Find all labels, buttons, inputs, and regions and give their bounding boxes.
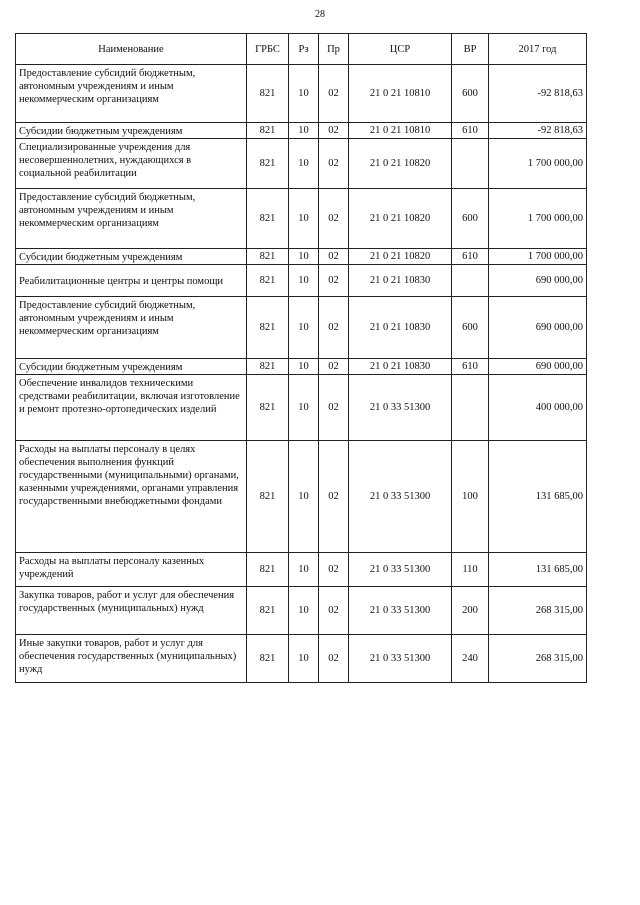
row-csr: 21 0 21 10830: [349, 359, 452, 375]
row-name: Закупка товаров, работ и услуг для обеспечения государственных (муниципальных) нужд: [16, 587, 247, 635]
table-row: [16, 65, 587, 123]
row-csr: 21 0 33 51300: [349, 635, 452, 683]
row-sum: 1 700 000,00: [489, 189, 587, 249]
header-year: 2017 год: [489, 34, 587, 65]
row-rz: 10: [289, 265, 319, 297]
header-name: Наименование: [16, 34, 247, 65]
row-pr: 02: [319, 375, 349, 441]
row-pr: 02: [319, 265, 349, 297]
row-vr: 200: [452, 587, 489, 635]
row-csr: 21 0 21 10820: [349, 249, 452, 265]
row-sum: 131 685,00: [489, 441, 587, 553]
table-header-row: [16, 34, 587, 65]
row-pr: 02: [319, 587, 349, 635]
row-grbs: 821: [247, 249, 289, 265]
row-grbs: 821: [247, 265, 289, 297]
row-pr: 02: [319, 297, 349, 359]
row-vr: 110: [452, 553, 489, 587]
table-row: [16, 139, 587, 189]
row-name: Иные закупки товаров, работ и услуг для обеспечения государственных (муниципальных) нужд: [16, 635, 247, 683]
row-pr: 02: [319, 189, 349, 249]
table-row: [16, 265, 587, 297]
row-csr: 21 0 21 10810: [349, 123, 452, 139]
table-row: [16, 441, 587, 553]
table-row: [16, 189, 587, 249]
row-pr: 02: [319, 635, 349, 683]
header-csr: ЦСР: [349, 34, 452, 65]
table-row: [16, 587, 587, 635]
row-name: Субсидии бюджетным учреждениям: [16, 359, 247, 375]
row-pr: 02: [319, 553, 349, 587]
row-name: Специализированные учреждения для несовершеннолетних, нуждающихся в социальной реабилитации: [16, 139, 247, 189]
row-sum: 131 685,00: [489, 553, 587, 587]
row-grbs: 821: [247, 65, 289, 123]
row-sum: 690 000,00: [489, 265, 587, 297]
row-rz: 10: [289, 441, 319, 553]
row-csr: 21 0 33 51300: [349, 587, 452, 635]
row-pr: 02: [319, 249, 349, 265]
row-name: Предоставление субсидий бюджетным, автономным учреждениям и иным некоммерческим организациям: [16, 189, 247, 249]
row-pr: 02: [319, 139, 349, 189]
table-row: [16, 359, 587, 375]
row-rz: 10: [289, 359, 319, 375]
table-row: [16, 249, 587, 265]
row-csr: 21 0 21 10830: [349, 297, 452, 359]
row-name: Расходы на выплаты персоналу казенных учреждений: [16, 553, 247, 587]
row-sum: -92 818,63: [489, 65, 587, 123]
row-sum: 268 315,00: [489, 587, 587, 635]
table-row: [16, 635, 587, 683]
row-sum: 400 000,00: [489, 375, 587, 441]
row-csr: 21 0 21 10810: [349, 65, 452, 123]
row-vr: 600: [452, 297, 489, 359]
row-vr: 610: [452, 123, 489, 139]
row-pr: 02: [319, 65, 349, 123]
row-vr: 600: [452, 65, 489, 123]
row-vr: 100: [452, 441, 489, 553]
row-sum: -92 818,63: [489, 123, 587, 139]
table-row: [16, 297, 587, 359]
row-rz: 10: [289, 123, 319, 139]
page-number: 28: [315, 9, 325, 20]
row-grbs: 821: [247, 297, 289, 359]
row-rz: 10: [289, 587, 319, 635]
row-csr: 21 0 33 51300: [349, 441, 452, 553]
row-name: Предоставление субсидий бюджетным, автономным учреждениям и иным некоммерческим организациям: [16, 65, 247, 123]
row-sum: 268 315,00: [489, 635, 587, 683]
row-vr: 600: [452, 189, 489, 249]
row-pr: 02: [319, 123, 349, 139]
row-name: Предоставление субсидий бюджетным, автономным учреждениям и иным некоммерческим организациям: [16, 297, 247, 359]
row-sum: 690 000,00: [489, 297, 587, 359]
row-csr: 21 0 21 10820: [349, 189, 452, 249]
row-vr: [452, 139, 489, 189]
row-grbs: 821: [247, 139, 289, 189]
row-name: Обеспечение инвалидов техническими средствами реабилитации, включая изготовление и ремонт протезно-ортопедических изделий: [16, 375, 247, 441]
row-rz: 10: [289, 139, 319, 189]
row-vr: [452, 375, 489, 441]
row-rz: 10: [289, 65, 319, 123]
header-pr: Пр: [319, 34, 349, 65]
row-grbs: 821: [247, 635, 289, 683]
row-grbs: 821: [247, 189, 289, 249]
budget-table: [15, 33, 587, 683]
row-name: Расходы на выплаты персоналу в целях обеспечения выполнения функций государственными (муниципальными) органами, казенными учреждениями, органами управления государственными внебюджетными фондами: [16, 441, 247, 553]
row-rz: 10: [289, 189, 319, 249]
row-rz: 10: [289, 375, 319, 441]
row-csr: 21 0 33 51300: [349, 375, 452, 441]
table-row: [16, 553, 587, 587]
row-rz: 10: [289, 553, 319, 587]
table-row: [16, 123, 587, 139]
row-name: Субсидии бюджетным учреждениям: [16, 249, 247, 265]
row-name: Субсидии бюджетным учреждениям: [16, 123, 247, 139]
header-rz: Рз: [289, 34, 319, 65]
row-name: Реабилитационные центры и центры помощи: [16, 265, 247, 297]
table-row: [16, 375, 587, 441]
row-rz: 10: [289, 635, 319, 683]
row-sum: 1 700 000,00: [489, 139, 587, 189]
row-csr: 21 0 33 51300: [349, 553, 452, 587]
row-grbs: 821: [247, 375, 289, 441]
row-pr: 02: [319, 441, 349, 553]
row-grbs: 821: [247, 587, 289, 635]
row-vr: [452, 265, 489, 297]
row-vr: 240: [452, 635, 489, 683]
row-pr: 02: [319, 359, 349, 375]
row-grbs: 821: [247, 359, 289, 375]
row-grbs: 821: [247, 441, 289, 553]
row-grbs: 821: [247, 123, 289, 139]
row-vr: 610: [452, 249, 489, 265]
row-sum: 1 700 000,00: [489, 249, 587, 265]
row-rz: 10: [289, 249, 319, 265]
header-grbs: ГРБС: [247, 34, 289, 65]
row-vr: 610: [452, 359, 489, 375]
row-rz: 10: [289, 297, 319, 359]
header-vr: ВР: [452, 34, 489, 65]
row-csr: 21 0 21 10830: [349, 265, 452, 297]
row-csr: 21 0 21 10820: [349, 139, 452, 189]
row-sum: 690 000,00: [489, 359, 587, 375]
row-grbs: 821: [247, 553, 289, 587]
